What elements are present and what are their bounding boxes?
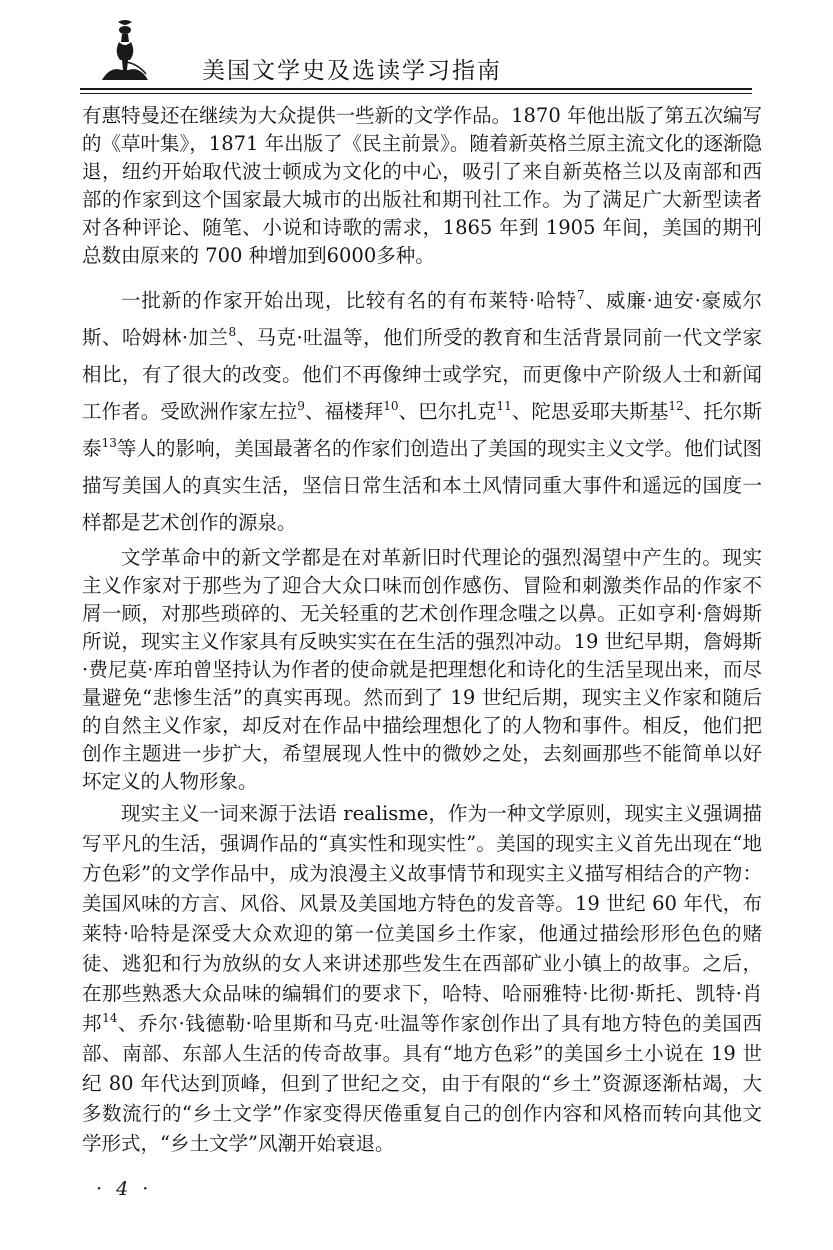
running-title: 美国文学史及选读学习指南	[202, 58, 502, 84]
header-rule	[80, 88, 752, 90]
p2-text-3: 、马克·吐温等，他们所受的教育和生活背景同前一代文学家相比，有了很大的改变。他们不再像绅士或学究，而更像中产阶级人士和新闻工作者。受欧洲作家左拉	[82, 326, 763, 423]
p4-text-2: 、乔尔·钱德勒·哈里斯和马克·吐温等作家创作出了具有地方特色的美国西部、南部、东部人生活的传奇故事。具有“地方色彩”的美国乡土小说在 19 世纪 80 年代达到顶峰，但到了世纪之交，由于有限的“乡土”资源逐渐枯竭，大多数流行的“乡土文学”作家变得厌倦重复自己的创作内容和风格而转向其他文学形式，“乡土文学”风潮开始衰退。	[82, 1012, 762, 1155]
page-number: · 4 ·	[96, 1178, 153, 1200]
page-header	[0, 0, 833, 100]
footnote-ref-8: 8	[228, 325, 237, 339]
p4-text-1: 现实主义一词来源于法语 realisme，作为一种文学原则，现实主义强调描写平凡的生活，强调作品的“真实性和现实性”。美国的现实主义首先出现在“地方色彩”的文学作品中，成为浪漫主义故事情节和现实主义描写相结合的产物：美国风味的方言、风俗、风景及美国地方特色的发音等。19 世纪 60 年代，布莱特·哈特是深受大众欢迎的第一位美国乡土作家，他通过描绘形形色色的赌徒、逃犯和行为放纵的女人来讲述那些发生在西部矿业小镇上的故事。之后，在那些熟悉大众品味的编辑们的要求下，哈特、哈丽雅特·比彻·斯托、凯特·肖邦	[82, 802, 762, 1035]
paragraph-3: 文学革命中的新文学都是在对革新旧时代理论的强烈渴望中产生的。现实主义作家对于那些为了迎合大众口味而创作感伤、冒险和刺激类作品的作家不屑一顾，对那些琐碎的、无关轻重的艺术创作理念嗤之以鼻。正如亨利·詹姆斯所说，现实主义作家具有反映实实在在生活的强烈冲动。19 世纪早期，詹姆斯·费尼莫·库珀曾坚持认为作者的使命就是把理想化和诗化的生活呈现出来，而尽量避免“悲惨生活”的真实再现。然而到了 19 世纪后期，现实主义作家和随后的自然主义作家，却反对在作品中描绘理想化了的人物和事件。相反，他们把创作主题进一步扩大，希望展现人性中的微妙之处，去刻画那些不能简单以好坏定义的人物形象。	[82, 546, 762, 793]
footnote-ref-14: 14	[102, 1011, 118, 1025]
p2-text-4: 、福楼拜	[304, 400, 384, 423]
paragraph-1: 有惠特曼还在继续为大众提供一些新的文学作品。1870 年他出版了第五次编写的《草叶集》，1871 年出版了《民主前景》。随着新英格兰原主流文化的逐渐隐退，纽约开始取代波士顿成为文化的中心，吸引了来自新英格兰以及南部和西部的作家到这个国家最大城市的出版社和期刊社工作。为了满足广大新型读者对各种评论、随笔、小说和诗歌的需求，1865 年到 1905 年间，美国的期刊总数由原来的 700 种增加到6000多种。	[82, 104, 762, 267]
body-text	[82, 102, 762, 1159]
p2-text-1: 一批新的作家开始出现，比较有名的有布莱特·哈特	[121, 289, 577, 312]
p2-text-7: 、托尔斯泰	[82, 400, 762, 460]
footnote-ref-11: 11	[496, 399, 512, 413]
footnote-ref-9: 9	[297, 399, 305, 413]
paragraph-2	[82, 282, 762, 541]
p2-text-2: 、威廉·迪安·豪威尔斯、哈姆林·加兰	[82, 289, 762, 349]
p2-text-8: 等人的影响，美国最著名的作家们创造出了美国的现实主义文学。他们试图描写美国人的真实生活，坚信日常生活和本土风情同重大事件和遥远的国度一样都是艺术创作的源泉。	[82, 437, 762, 534]
header-rule-thin	[80, 93, 752, 94]
vase-ornament-icon	[96, 18, 154, 84]
footnote-ref-12: 12	[668, 399, 684, 413]
p2-text-5: 、巴尔扎克	[398, 400, 497, 423]
footnote-ref-7: 7	[576, 288, 585, 302]
footnote-ref-13: 13	[101, 436, 117, 450]
footnote-ref-10: 10	[383, 399, 399, 413]
p2-text-6: 、陀思妥耶夫斯基	[511, 400, 669, 423]
paragraph-4	[82, 799, 762, 1159]
